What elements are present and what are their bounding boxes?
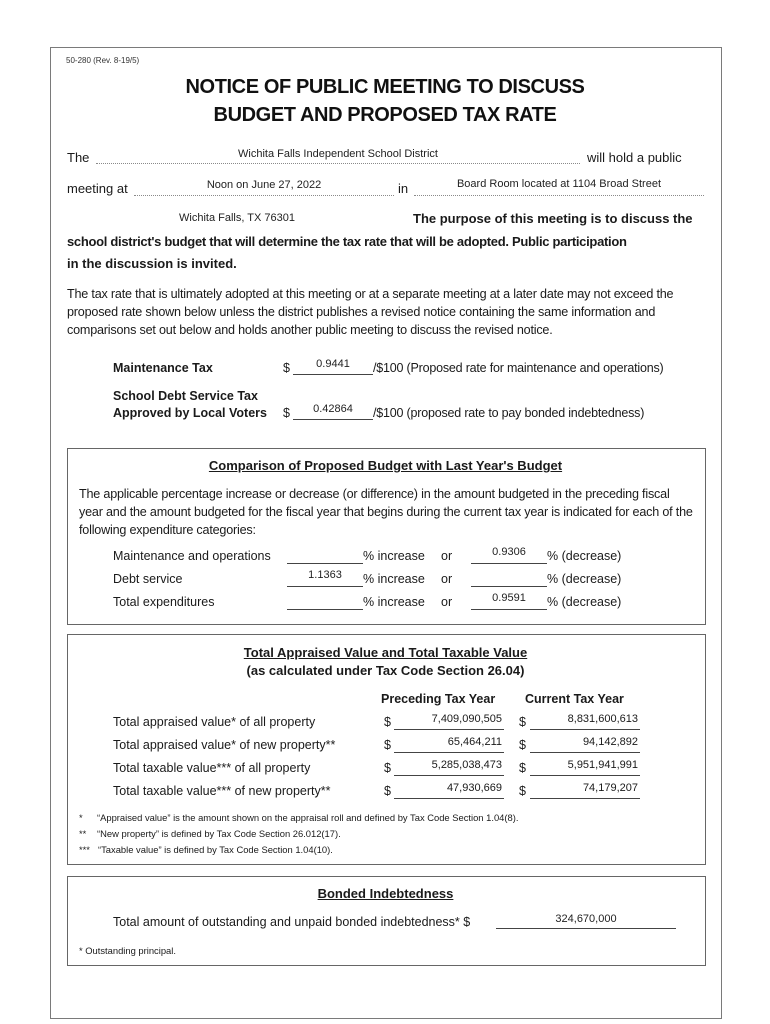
purpose-line-2: school district's budget that will determine the tax rate that will be adopted. Public participation bbox=[67, 234, 627, 249]
purpose-line-1: The purpose of this meeting is to discuss the bbox=[413, 211, 693, 226]
maintenance-rate-line bbox=[293, 374, 373, 375]
bonded-value-line bbox=[496, 928, 676, 929]
preceding-dollar: $ bbox=[384, 738, 391, 752]
decrease-label: % (decrease) bbox=[547, 572, 622, 586]
maintenance-tax-label: Maintenance Tax bbox=[113, 361, 213, 375]
decrease-field[interactable]: 0.9591 bbox=[492, 592, 526, 604]
current-value-line bbox=[530, 798, 640, 799]
current-value-field[interactable]: 5,951,941,991 bbox=[567, 759, 638, 771]
appraised-row-label: Total taxable value*** of all property bbox=[113, 761, 311, 775]
preceding-value-field[interactable]: 7,409,090,505 bbox=[431, 713, 502, 725]
footnote-text: “Taxable value” is defined by Tax Code Section 1.04(10). bbox=[98, 844, 333, 855]
time-field-line bbox=[134, 195, 394, 196]
footnote-text: “Appraised value” is the amount shown on the appraisal roll and defined by Tax Code Section 1.04(8). bbox=[97, 812, 519, 823]
preceding-dollar: $ bbox=[384, 784, 391, 798]
intro-meeting-at: meeting at bbox=[67, 181, 128, 196]
decrease-label: % (decrease) bbox=[547, 549, 622, 563]
increase-label: % increase bbox=[363, 595, 425, 609]
current-value-field[interactable]: 74,179,207 bbox=[582, 782, 638, 794]
intro-will-hold: will hold a public bbox=[587, 150, 682, 165]
time-field[interactable]: Noon on June 27, 2022 bbox=[206, 179, 322, 191]
current-dollar: $ bbox=[519, 784, 526, 798]
increase-label: % increase bbox=[363, 549, 425, 563]
maintenance-rate-field[interactable]: 0.9441 bbox=[316, 358, 350, 370]
current-value-field[interactable]: 8,831,600,613 bbox=[567, 713, 638, 725]
footnote-text: “New property” is defined by Tax Code Section 26.012(17). bbox=[97, 828, 341, 839]
current-value-line bbox=[530, 775, 640, 776]
debt-rate-line bbox=[293, 419, 373, 420]
preceding-value-field[interactable]: 65,464,211 bbox=[447, 736, 502, 748]
debt-rate-field[interactable]: 0.42864 bbox=[313, 403, 353, 415]
expenditure-category-label: Total expenditures bbox=[113, 595, 215, 609]
title-line-2: BUDGET AND PROPOSED TAX RATE bbox=[213, 104, 557, 126]
place-field-line bbox=[414, 195, 704, 196]
increase-field[interactable]: 1.1363 bbox=[308, 569, 342, 581]
title-line-1: NOTICE OF PUBLIC MEETING TO DISCUSS bbox=[185, 76, 585, 98]
expenditure-category-label: Maintenance and operations bbox=[113, 549, 271, 563]
debt-tax-label-1: School Debt Service Tax bbox=[113, 389, 258, 403]
intro-the: The bbox=[67, 150, 90, 165]
or-label: or bbox=[441, 595, 453, 609]
debt-rate-desc: /$100 (proposed rate to pay bonded indebtedness) bbox=[373, 406, 645, 420]
increase-field-line bbox=[287, 586, 363, 587]
decrease-field-line bbox=[471, 609, 547, 610]
preceding-value-line bbox=[394, 775, 504, 776]
district-field-line bbox=[96, 163, 580, 164]
appraised-row-label: Total appraised value* of all property bbox=[113, 715, 316, 729]
or-label: or bbox=[441, 549, 453, 563]
debt-dollar: $ bbox=[283, 406, 290, 420]
appraised-heading-1: Total Appraised Value and Total Taxable Value bbox=[243, 645, 528, 660]
bonded-label: Total amount of outstanding and unpaid bonded indebtedness* $ bbox=[113, 915, 471, 929]
decrease-field-line bbox=[471, 586, 547, 587]
preceding-value-field[interactable]: 47,930,669 bbox=[446, 782, 502, 794]
preceding-dollar: $ bbox=[384, 715, 391, 729]
decrease-field[interactable]: 0.9306 bbox=[492, 546, 526, 558]
bonded-value-field[interactable]: 324,670,000 bbox=[555, 913, 617, 925]
current-dollar: $ bbox=[519, 738, 526, 752]
footnote-mark: * bbox=[79, 812, 83, 823]
bonded-heading: Bonded Indebtedness bbox=[317, 886, 454, 901]
preceding-value-line bbox=[394, 798, 504, 799]
debt-tax-label-2: Approved by Local Voters bbox=[113, 406, 267, 420]
purpose-line-3: in the discussion is invited. bbox=[67, 256, 237, 271]
or-label: or bbox=[441, 572, 453, 586]
preceding-dollar: $ bbox=[384, 761, 391, 775]
intro-in: in bbox=[398, 181, 409, 196]
appraised-row-label: Total taxable value*** of new property** bbox=[113, 784, 331, 798]
decrease-field-line bbox=[471, 563, 547, 564]
footnote-mark: *** bbox=[79, 844, 90, 855]
maintenance-dollar: $ bbox=[283, 361, 290, 375]
current-value-field[interactable]: 94,142,892 bbox=[582, 736, 638, 748]
maintenance-rate-desc: /$100 (Proposed rate for maintenance and operations) bbox=[373, 361, 664, 375]
current-dollar: $ bbox=[519, 715, 526, 729]
col-current-header: Current Tax Year bbox=[525, 692, 624, 706]
current-dollar: $ bbox=[519, 761, 526, 775]
increase-field-line bbox=[287, 563, 363, 564]
district-field[interactable]: Wichita Falls Independent School District bbox=[238, 148, 438, 160]
appraised-heading-2: (as calculated under Tax Code Section 26.04) bbox=[246, 663, 525, 678]
preceding-value-line bbox=[394, 729, 504, 730]
appraised-row-label: Total appraised value* of new property** bbox=[113, 738, 336, 752]
comparison-text: The applicable percentage increase or decrease (or difference) in the amount budgeted in the preceding fiscal year and the amount budgeted for the fiscal year that begins during the current tax year is indicated for each of the following expenditure categories: bbox=[79, 487, 693, 537]
decrease-label: % (decrease) bbox=[547, 595, 622, 609]
increase-field-line bbox=[287, 609, 363, 610]
preceding-value-line bbox=[394, 752, 504, 753]
current-value-line bbox=[530, 729, 640, 730]
current-value-line bbox=[530, 752, 640, 753]
tax-rate-paragraph: The tax rate that is ultimately adopted at this meeting or at a separate meeting at a later date may not exceed the proposed rate shown below unless the district publishes a revised notice containing the same information and comparisons set out below and holds another public meeting to discuss the revised notice. bbox=[67, 287, 674, 337]
place-field[interactable]: Board Room located at 1104 Broad Street bbox=[456, 178, 662, 190]
increase-label: % increase bbox=[363, 572, 425, 586]
comparison-heading: Comparison of Proposed Budget with Last Year's Budget bbox=[208, 458, 563, 473]
bonded-note: * Outstanding principal. bbox=[79, 945, 176, 956]
preceding-value-field[interactable]: 5,285,038,473 bbox=[431, 759, 502, 771]
form-number: 50-280 (Rev. 8-19/5) bbox=[66, 56, 140, 65]
col-preceding-header: Preceding Tax Year bbox=[381, 692, 496, 706]
city-field[interactable]: Wichita Falls, TX 76301 bbox=[179, 212, 295, 224]
expenditure-category-label: Debt service bbox=[113, 572, 183, 586]
footnote-mark: ** bbox=[79, 828, 87, 839]
